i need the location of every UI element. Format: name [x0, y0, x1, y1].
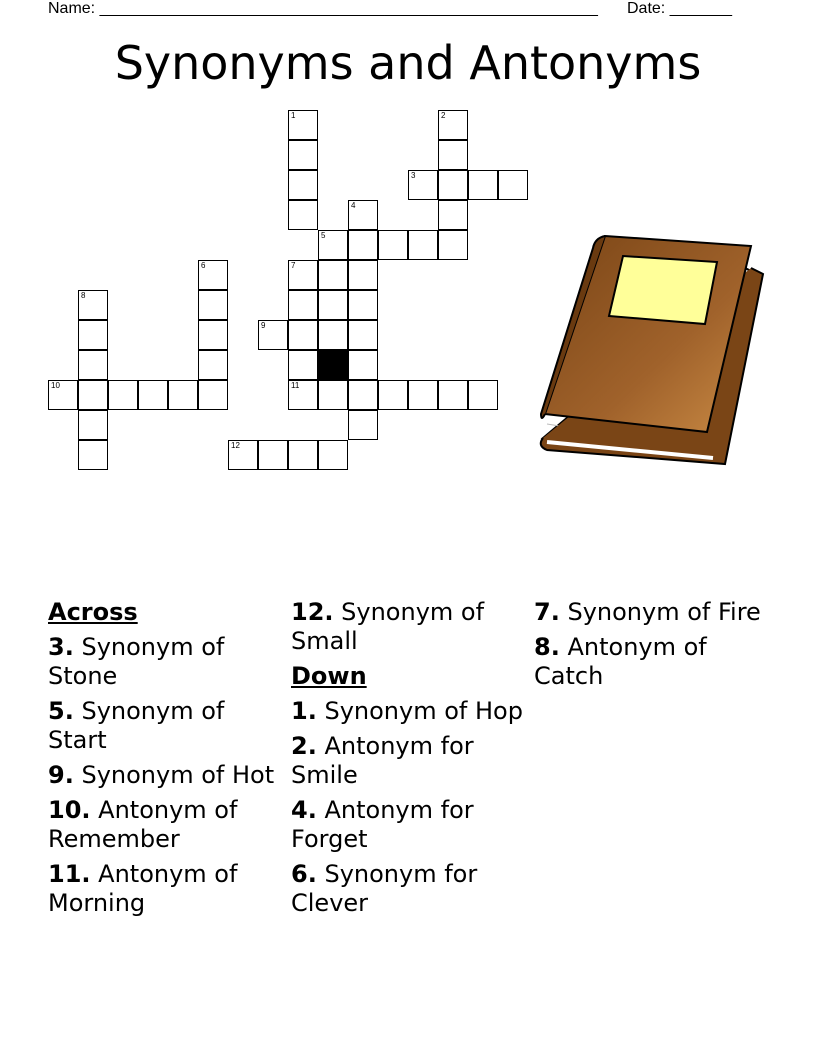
grid-cell[interactable] — [348, 230, 378, 260]
grid-cell[interactable] — [318, 290, 348, 320]
grid-cell[interactable] — [348, 200, 378, 230]
grid-cell[interactable] — [198, 320, 228, 350]
down-heading: Down — [291, 662, 367, 690]
grid-cell[interactable] — [318, 230, 348, 260]
grid-cell[interactable] — [78, 380, 108, 410]
grid-cell[interactable] — [198, 290, 228, 320]
grid-cell[interactable] — [78, 440, 108, 470]
across-clue: 9. Synonym of Hot — [48, 761, 275, 789]
across-clue: 11. Antonym of Morning — [48, 860, 238, 917]
clue-number: 4 — [351, 201, 356, 210]
clue-number: 12 — [231, 441, 240, 450]
clue-number: 7 — [291, 261, 296, 270]
grid-cell[interactable] — [498, 170, 528, 200]
grid-cell[interactable] — [288, 200, 318, 230]
grid-cell[interactable] — [258, 320, 288, 350]
book-icon — [535, 228, 767, 468]
clue-number: 1 — [291, 111, 296, 120]
grid-cell[interactable] — [348, 290, 378, 320]
grid-cell[interactable] — [78, 410, 108, 440]
grid-cell[interactable] — [288, 320, 318, 350]
grid-cell[interactable] — [138, 380, 168, 410]
clue-column-3 — [534, 598, 769, 697]
grid-cell[interactable] — [288, 110, 318, 140]
grid-cell[interactable] — [318, 380, 348, 410]
grid-cell[interactable] — [78, 290, 108, 320]
grid-cell[interactable] — [78, 320, 108, 350]
clue-number: 5 — [321, 231, 326, 240]
down-clue: 7. Synonym of Fire — [534, 598, 761, 626]
grid-cell[interactable] — [48, 380, 78, 410]
down-clue: 1. Synonym of Hop — [291, 697, 523, 725]
grid-cell[interactable] — [378, 230, 408, 260]
clue-column-2 — [291, 598, 526, 924]
date-line[interactable]: Date: _______ — [627, 0, 732, 17]
grid-cell[interactable] — [78, 350, 108, 380]
grid-cell[interactable] — [438, 110, 468, 140]
grid-cell[interactable] — [198, 380, 228, 410]
grid-cell[interactable] — [348, 410, 378, 440]
grid-cell[interactable] — [438, 140, 468, 170]
grid-cell[interactable] — [258, 440, 288, 470]
down-clue: 4. Antonym for Forget — [291, 796, 474, 853]
grid-cell[interactable] — [348, 350, 378, 380]
grid-cell[interactable] — [378, 380, 408, 410]
grid-block — [318, 350, 348, 380]
grid-cell[interactable] — [228, 440, 258, 470]
down-clue: 2. Antonym for Smile — [291, 732, 474, 789]
grid-cell[interactable] — [438, 230, 468, 260]
grid-cell[interactable] — [438, 170, 468, 200]
grid-cell[interactable] — [348, 320, 378, 350]
grid-cell[interactable] — [318, 320, 348, 350]
grid-cell[interactable] — [318, 440, 348, 470]
grid-cell[interactable] — [168, 380, 198, 410]
grid-cell[interactable] — [288, 260, 318, 290]
clue-number: 3 — [411, 171, 416, 180]
page-title: Synonyms and Antonyms — [114, 36, 702, 90]
grid-cell[interactable] — [288, 440, 318, 470]
grid-cell[interactable] — [288, 170, 318, 200]
grid-cell[interactable] — [318, 260, 348, 290]
grid-cell[interactable] — [468, 170, 498, 200]
clue-column-1 — [48, 598, 283, 924]
name-line[interactable]: Name: ________________________________________________________ — [48, 0, 598, 17]
grid-cell[interactable] — [108, 380, 138, 410]
grid-cell[interactable] — [348, 380, 378, 410]
grid-cell[interactable] — [408, 380, 438, 410]
clue-number: 9 — [261, 321, 266, 330]
grid-cell[interactable] — [408, 230, 438, 260]
grid-cell[interactable] — [288, 350, 318, 380]
grid-cell[interactable] — [198, 350, 228, 380]
clue-number: 2 — [441, 111, 446, 120]
grid-cell[interactable] — [408, 170, 438, 200]
grid-cell[interactable] — [198, 260, 228, 290]
clue-number: 10 — [51, 381, 60, 390]
grid-cell[interactable] — [288, 380, 318, 410]
grid-cell[interactable] — [348, 260, 378, 290]
clue-number: 8 — [81, 291, 86, 300]
across-clue: 3. Synonym of Stone — [48, 633, 225, 690]
across-heading: Across — [48, 598, 138, 626]
across-clue: 5. Synonym of Start — [48, 697, 225, 754]
grid-cell[interactable] — [288, 290, 318, 320]
grid-cell[interactable] — [438, 380, 468, 410]
across-clue: 10. Antonym of Remember — [48, 796, 238, 853]
clue-number: 6 — [201, 261, 206, 270]
clue-number: 11 — [291, 381, 300, 390]
across-clue: 12. Synonym of Small — [291, 598, 485, 655]
down-clue: 8. Antonym of Catch — [534, 633, 707, 690]
grid-cell[interactable] — [438, 200, 468, 230]
grid-cell[interactable] — [468, 380, 498, 410]
grid-cell[interactable] — [288, 140, 318, 170]
down-clue: 6. Synonym for Clever — [291, 860, 478, 917]
